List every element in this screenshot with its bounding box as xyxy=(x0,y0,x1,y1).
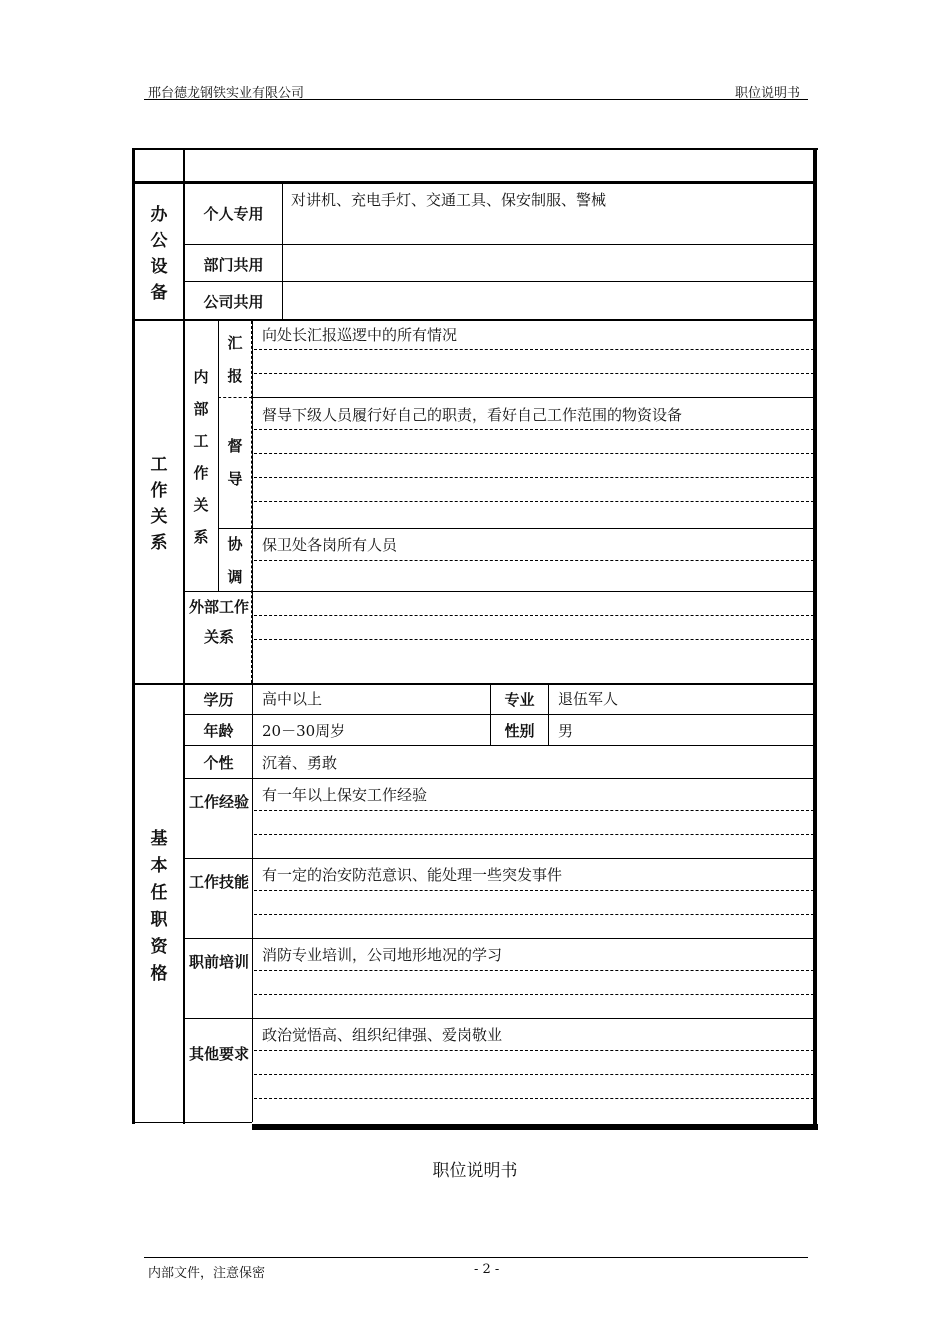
company-name: 邢台德龙钢铁实业有限公司 xyxy=(148,86,305,101)
label-age: 年龄 xyxy=(203,722,234,740)
footer-rule xyxy=(144,1257,808,1258)
label-experience: 工作经验 xyxy=(189,793,250,811)
label-company-shared: 公司共用 xyxy=(203,293,264,311)
writing-line xyxy=(254,890,814,891)
table-bottom-left xyxy=(132,1122,252,1123)
header-doc-title: 职位说明书 xyxy=(735,86,801,101)
row-line xyxy=(183,858,815,859)
writing-line xyxy=(254,560,814,561)
label-other-requirements: 其他要求 xyxy=(189,1045,250,1063)
writing-line xyxy=(254,501,814,502)
label-training: 职前培训 xyxy=(189,953,250,971)
writing-line xyxy=(254,834,814,835)
header-rule xyxy=(144,99,808,100)
writing-line xyxy=(254,373,814,374)
row-line xyxy=(218,397,252,398)
value-major: 退伍军人 xyxy=(558,690,619,708)
value-education: 高中以上 xyxy=(262,690,323,708)
writing-line xyxy=(254,639,814,640)
label-internal-relations: 内部工作关系 xyxy=(193,368,209,546)
writing-line xyxy=(254,615,814,616)
label-education: 学历 xyxy=(203,691,234,709)
writing-line xyxy=(254,1098,814,1099)
section-separator xyxy=(132,683,817,685)
value-experience: 有一年以上保安工作经验 xyxy=(262,786,428,804)
row-line xyxy=(183,1018,815,1019)
document-caption: 职位说明书 xyxy=(432,1161,518,1181)
row-line xyxy=(183,778,815,779)
row-line xyxy=(183,281,815,282)
label-personality: 个性 xyxy=(203,754,234,772)
writing-line xyxy=(254,429,814,430)
label-supervise: 督导 xyxy=(227,437,243,488)
writing-line xyxy=(254,349,814,350)
section-separator xyxy=(132,319,817,321)
qual-divider xyxy=(548,685,549,745)
label-report: 汇报 xyxy=(227,334,243,385)
table-bottom-border xyxy=(252,1124,818,1130)
value-training: 消防专业培训，公司地形地况的学习 xyxy=(262,946,503,964)
label-external-relations: 外部工作关系 xyxy=(189,598,250,646)
writing-line xyxy=(254,453,814,454)
value-age: 20－30周岁 xyxy=(262,722,346,740)
writing-line xyxy=(254,914,814,915)
label-personal-use: 个人专用 xyxy=(203,205,264,223)
row-line xyxy=(183,938,815,939)
footer-confidential-note: 内部文件，注意保密 xyxy=(148,1266,266,1281)
value-gender: 男 xyxy=(558,722,574,740)
table-left-border xyxy=(132,148,135,1124)
value-personal-use: 对讲机、充电手灯、交通工具、保安制服、警械 xyxy=(291,191,607,209)
writing-line xyxy=(254,1050,814,1051)
section-label-qualifications: 基本任职资格 xyxy=(150,829,168,984)
section-label-office-equipment: 办公设备 xyxy=(150,205,168,303)
label-coordinate: 协调 xyxy=(227,535,243,586)
label-department-shared: 部门共用 xyxy=(203,256,264,274)
writing-line xyxy=(254,994,814,995)
section-label-work-relations: 工作关系 xyxy=(150,455,168,553)
value-divider xyxy=(252,685,253,1122)
row-line xyxy=(183,714,815,715)
value-divider-dash xyxy=(251,321,252,683)
value-skills: 有一定的治安防范意识、能处理一些突发事件 xyxy=(262,866,563,884)
row-line xyxy=(218,528,815,529)
internal-divider xyxy=(218,321,219,591)
label-major: 专业 xyxy=(504,691,535,709)
section-separator xyxy=(132,181,817,184)
label-gender: 性别 xyxy=(504,722,535,740)
row-line xyxy=(183,244,815,245)
value-divider xyxy=(252,321,253,683)
value-other-requirements: 政治觉悟高、组织纪律强、爱岗敬业 xyxy=(262,1026,503,1044)
writing-line xyxy=(254,810,814,811)
value-supervise: 督导下级人员履行好自己的职责，看好自己工作范围的物资设备 xyxy=(262,406,683,424)
writing-line xyxy=(254,1074,814,1075)
value-report: 向处长汇报巡逻中的所有情况 xyxy=(262,326,458,344)
writing-line xyxy=(254,477,814,478)
page-number: - 2 - xyxy=(474,1262,500,1277)
value-coordinate: 保卫处各岗所有人员 xyxy=(262,536,398,554)
writing-line xyxy=(254,970,814,971)
row-line xyxy=(252,397,815,398)
equip-divider xyxy=(282,184,283,319)
row-line xyxy=(183,745,815,746)
row-line xyxy=(183,591,815,592)
table-top-border xyxy=(132,148,818,150)
value-personality: 沉着、勇敢 xyxy=(262,754,338,772)
label-skills: 工作技能 xyxy=(189,873,250,891)
